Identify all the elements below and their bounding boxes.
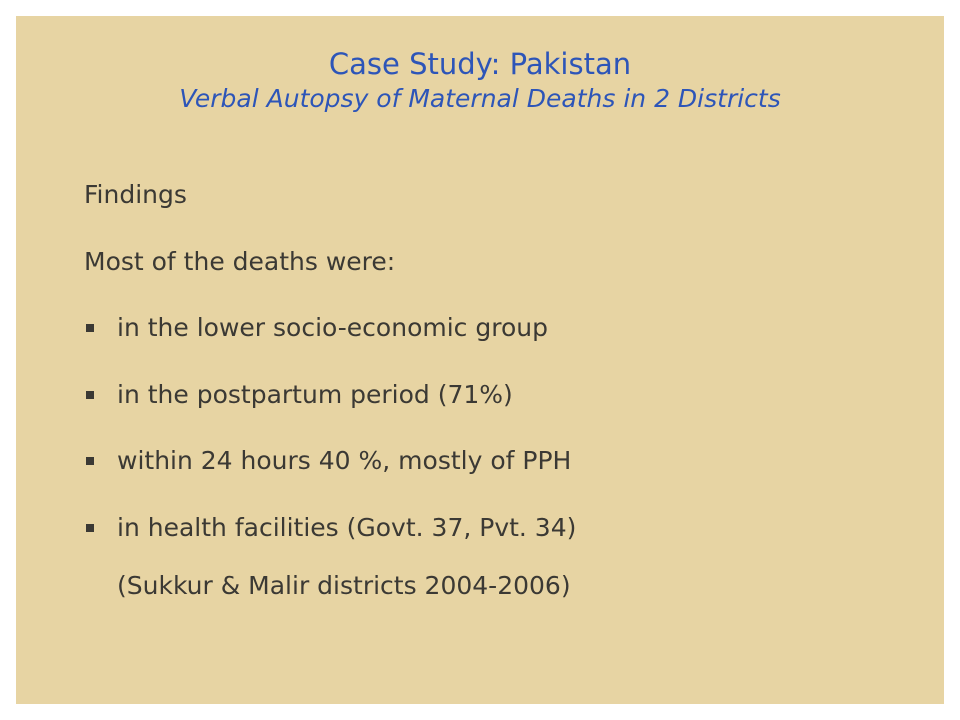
slide bbox=[16, 16, 944, 704]
bullet-text: in the lower socio-economic group bbox=[117, 313, 548, 342]
square-bullet-icon bbox=[86, 391, 94, 399]
findings-heading: Findings bbox=[84, 180, 187, 209]
bullet-text: in health facilities (Govt. 37, Pvt. 34) bbox=[117, 513, 577, 542]
source-note: (Sukkur & Malir districts 2004-2006) bbox=[117, 571, 571, 600]
square-bullet-icon bbox=[86, 324, 94, 332]
square-bullet-icon bbox=[86, 457, 94, 465]
slide-subtitle: Verbal Autopsy of Maternal Deaths in 2 Districts bbox=[179, 84, 781, 113]
slide-title: Case Study: Pakistan bbox=[328, 47, 632, 81]
bullet-text: within 24 hours 40 %, mostly of PPH bbox=[117, 446, 572, 475]
bullet-text: in the postpartum period (71%) bbox=[117, 380, 513, 409]
square-bullet-icon bbox=[86, 524, 94, 532]
intro-text: Most of the deaths were: bbox=[84, 247, 396, 276]
